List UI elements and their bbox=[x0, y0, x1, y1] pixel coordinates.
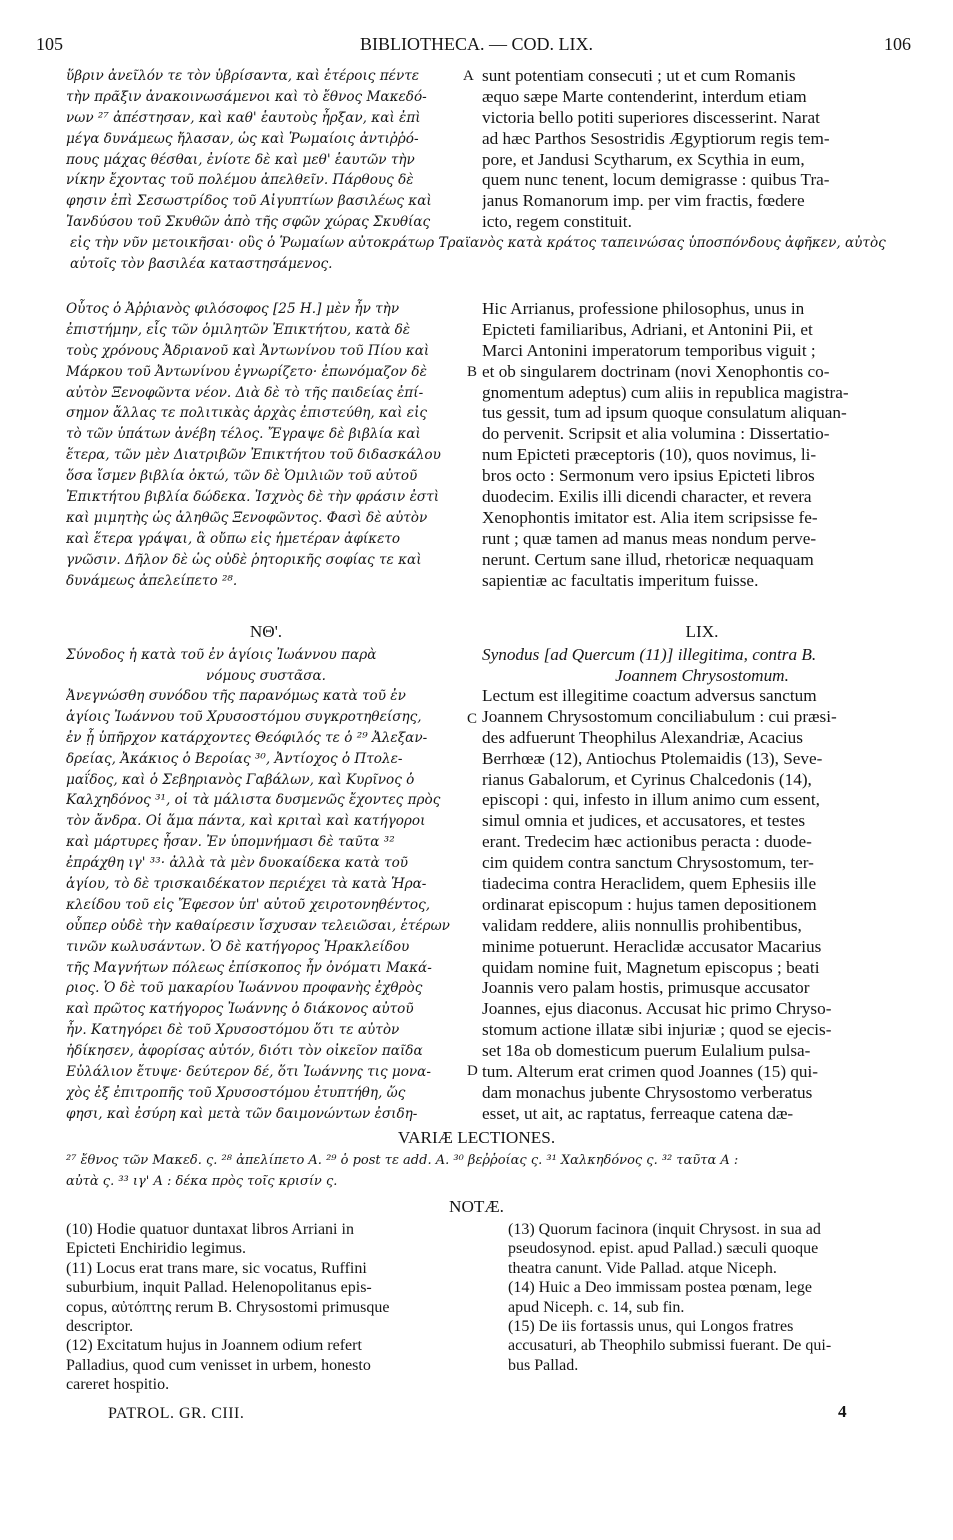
text-line: tum. Alterum erat crimen quod Joannes (15) qui- bbox=[482, 1062, 819, 1082]
text-line: τῆς Μαγνήτων πόλεως ἐπίσκοπος ἦν ὀνόματι Μακά- bbox=[66, 959, 432, 976]
text-line: runt ; quæ tamen ad manus meas nondum perve- bbox=[482, 528, 817, 548]
section-heading: VARIÆ LECTIONES. bbox=[397, 1128, 556, 1147]
text-line: duodecim. Exilis illi dicendi character, et revera bbox=[482, 487, 812, 507]
text-line: dam monachus jubente Chrysostomo verberatus bbox=[482, 1082, 813, 1102]
text-line: καὶ μιμητὴς ὡς ἀληθῶς Ξενοφῶντος. Φασὶ δὲ αὐτὸν bbox=[66, 509, 428, 526]
note-line: (13) Quorum facinora (inquit Chrysost. in sua ad bbox=[508, 1221, 821, 1238]
note-line: theatra canunt. Vide Pallad. atque Niceph. bbox=[508, 1259, 777, 1277]
note-line: copus, αὐτόπτης rerum B. Chrysostomi primusque bbox=[66, 1298, 390, 1316]
text-line: δυνάμεως ἀπελείπετο ²⁸. bbox=[66, 572, 238, 589]
margin-letter-d: D bbox=[467, 1063, 478, 1079]
title-line: Σύνοδος ἡ κατὰ τοῦ ἐν ἁγίοις Ἰωάννου παρὰ bbox=[66, 647, 377, 663]
note-line: Epicteti Enchiridio legimus. bbox=[66, 1240, 246, 1258]
text-line: minime potuerunt. Heraclidæ accusator Macarius bbox=[482, 936, 822, 956]
text-line: αὐτοῖς τὸν βασιλέα καταστησάμενος. bbox=[70, 255, 333, 272]
text-line: pore, et Jandusi Scytharum, ex Scythia in eum, bbox=[482, 149, 805, 169]
text-line: ἕτερα, τῶν μὲν Διατριβῶν Ἐπικτήτου τοῦ διδασκάλου bbox=[66, 447, 441, 464]
text-line: τὸ τῶν ὑπάτων ἀνέβη τέλος. Ἔγραψε δὲ βιβλία καὶ bbox=[66, 426, 421, 443]
text-line: καὶ πρῶτος κατήγορος Ἰωάννης ὁ διάκονος αὐτοῦ bbox=[66, 1001, 414, 1018]
text-line: τοὺς χρόνους Ἀδριανοῦ καὶ Ἀντωνίνου τοῦ Πίου καὶ bbox=[66, 342, 430, 359]
notae-right bbox=[508, 1220, 928, 1375]
notae-title bbox=[0, 1197, 953, 1218]
text-line: gnomentum adeptus) cum aliis in republica magistra- bbox=[482, 382, 849, 402]
full-width-greek bbox=[70, 233, 920, 275]
text-line: ἐπράχθη ιγ' ³³· ἀλλὰ τὰ μὲν δυοκαίδεκα κατὰ τοῦ bbox=[66, 855, 409, 872]
text-line: αὐτὸν Ξενοφῶντα νέον. Διὰ δὲ τὸ τῆς παιδείας ἐπί- bbox=[66, 384, 424, 401]
title-line: νόμους συστᾶσα. bbox=[206, 667, 326, 684]
notae-left bbox=[66, 1220, 476, 1395]
text-line: φησιν ἐπὶ Σεσωστρίδος τοῦ Αἰγυπτίων βασιλέως καὶ bbox=[66, 193, 432, 210]
text-line: validam reddere, aliis nonnullis prohibentibus, bbox=[482, 915, 802, 935]
text-line: Ἰανδύσου τοῦ Σκυθῶν ἀπὸ τῆς σφῶν χώρας Σκυθίας bbox=[66, 214, 431, 231]
text-line: εἰς τὴν νῦν μετοικῆσαι· οὓς ὁ Ῥωμαίων αὐτοκράτωρ Τραϊανὸς κατὰ κράτος ταπεινώσας ὑποσπόνδους ἀφῆκεν, αὐτὸς bbox=[70, 235, 886, 251]
text-line: sapientiæ ac facultatis imperitum fuisse. bbox=[482, 570, 759, 590]
running-header bbox=[0, 34, 953, 54]
text-line: ἁγίου, τὸ δὲ τρισκαιδέκατον περιέχει τὰ κατὰ Ἡρα- bbox=[66, 876, 427, 893]
text-line: Epicteti familiaribus, Adriani, et Antonini Pii, et bbox=[482, 319, 813, 339]
text-line: tiadecima contra Heraclidem, quem Ephesiis ille bbox=[482, 874, 817, 894]
latin-section-number bbox=[482, 622, 922, 643]
text-line: τινῶν κωλυσάντων. Ὁ δὲ κατήγορος Ἡρακλείδου bbox=[66, 938, 410, 955]
text-line: δρείας, Ἀκάκιος ὁ Βεροίας ³⁰, Ἀντίοχος ὁ Πτολε- bbox=[66, 750, 403, 767]
text-line: Joannem Chrysostomum conciliabulum : cui præsi- bbox=[482, 706, 837, 726]
section-number: ΝΘ'. bbox=[249, 622, 283, 641]
title-line: Synodus [ad Quercum (11)] illegitima, contra B. bbox=[482, 645, 817, 664]
text-line: χὸς ἐξ ἐπιτροπῆς τοῦ Χρυσοστόμου ἐτυπτήθη, ὥς bbox=[66, 1084, 406, 1101]
note-line: suburbium, inquit Pallad. Helenopolitanus epis- bbox=[66, 1279, 372, 1297]
left-page-number: 105 bbox=[36, 34, 63, 54]
note-line: pseudosynod. epist. apud Pallad.) sæculi quoque bbox=[508, 1240, 819, 1258]
text-line: ἁγίοις Ἰωάννου τοῦ Χρυσοστόμου συγκροτηθείσης, bbox=[66, 708, 422, 725]
text-line: Οὗτος ὁ Ἀῤῥιανὸς φιλόσοφος [25 H.] μὲν ἦν τὴν bbox=[66, 301, 400, 317]
text-line: quidam nomine fuit, Magnetum episcopus ; beati bbox=[482, 957, 820, 977]
variae-title bbox=[0, 1128, 953, 1149]
section-number: LIX. bbox=[685, 622, 719, 641]
signature-number: 4 bbox=[838, 1402, 847, 1421]
text-line: tus gessit, tum ad ipsum quoque consulatum aliquan- bbox=[482, 403, 847, 423]
section-heading: NOTÆ. bbox=[449, 1197, 504, 1216]
text-line: ordinarat episcopum : hujus tamen depositionem bbox=[482, 894, 817, 914]
text-line: Μάρκου τοῦ Ἀντωνίνου ἐγνωρίζετο· ἐπωνόμαζον δὲ bbox=[66, 363, 427, 380]
latin-column-mid bbox=[482, 299, 922, 591]
text-line: γνῶσιν. Δῆλον δὲ ὡς οὐδὲ ῥητορικῆς σοφίας τε καὶ bbox=[66, 551, 422, 568]
text-line: Joannes, ejus diaconus. Accusat hic primo Chryso- bbox=[482, 999, 832, 1019]
margin-letter-c: C bbox=[467, 711, 478, 727]
text-line: Xenophontis imitator est. Alia item scripsisse fe- bbox=[482, 507, 818, 527]
greek-column-low bbox=[66, 686, 466, 1125]
text-line: ριος. Ὁ δὲ τοῦ μακαρίου Ἰωάννου προφανὴς ἐχθρὸς bbox=[66, 980, 423, 997]
footer-right bbox=[838, 1402, 878, 1423]
text-line: αὐτὰ ς. ³³ ιγ' A : δέκα πρὸς τοῖς κρισίν ς. bbox=[66, 1173, 338, 1189]
text-line: κλείδου τοῦ εἰς Ἔφεσον ὑπ' αὐτοῦ χειροτονηθέντος, bbox=[66, 896, 431, 913]
text-line: καὶ μάρτυρες ἦσαν. Ἐν ὑπομνήμασι δὲ ταῦτα ³² bbox=[66, 834, 395, 851]
text-line: Berrhœæ (12), Antiochus Ptolemaidis (13), Seve- bbox=[482, 748, 823, 768]
text-line: sunt potentiam consecuti ; ut et cum Romanis bbox=[482, 66, 796, 85]
text-line: Joannis vero palam hostis, primusque accusator bbox=[482, 978, 810, 998]
text-line: Lectum est illegitime coactum adversus sanctum bbox=[482, 686, 817, 705]
text-line: et ob singularem doctrinam (novi Xenophontis co- bbox=[482, 361, 830, 381]
right-page-number: 106 bbox=[884, 34, 911, 54]
note-line: (11) Locus erat trans mare, sic vocatus, Ruffini bbox=[66, 1259, 367, 1277]
footer-left bbox=[108, 1404, 308, 1425]
text-line: des adfuerunt Theophilus Alexandriæ, Acacius bbox=[482, 727, 803, 747]
text-line: ἐπιστήμην, εἷς τῶν ὁμιλητῶν Ἐπικτήτου, κατὰ δὲ bbox=[66, 321, 411, 338]
text-line: καὶ ἕτερα γράψαι, ἃ οὔπω εἰς ἡμετέραν ἀφίκετο bbox=[66, 530, 401, 547]
text-line: esset, ut ait, ac raptatus, ferreaque catena dæ- bbox=[482, 1103, 794, 1123]
text-line: æquo sæpe Marte contenderint, interdum etiam bbox=[482, 86, 807, 106]
text-line: icto, regem constituit. bbox=[482, 212, 632, 232]
text-line: νίκην ἔχοντας τοῦ πολέμου ἀπελθεῖν. Πάρθους δὲ bbox=[66, 172, 414, 189]
text-line: bros octo : Sermonum vero ipsius Epicteti libros bbox=[482, 466, 815, 486]
text-line: ἐν ᾗ ὑπῆρχον κατάρχοντες Θεόφιλός τε ὁ ²⁹ Ἀλεξαν- bbox=[66, 729, 428, 746]
text-line: num Epicteti præceptoris (10), quos novimus, li- bbox=[482, 445, 817, 465]
text-line: ὅσα ἴσμεν βιβλία ὀκτώ, τῶν δὲ Ὁμιλιῶν τοῦ αὐτοῦ bbox=[66, 468, 418, 485]
text-line: τὴν πρᾶξιν ἀνακοινωσάμενοι καὶ τὸ ἔθνος Μακεδό- bbox=[66, 88, 427, 105]
note-line: apud Niceph. c. 14, sub fin. bbox=[508, 1298, 685, 1316]
text-line: victoria bello potiti superiores discesserint. Narat bbox=[482, 107, 820, 127]
latin-column-low bbox=[482, 686, 922, 1125]
greek-section-title bbox=[66, 645, 466, 687]
note-line: descriptor. bbox=[66, 1317, 134, 1335]
text-line: erant. Tredecim hæc actionibus peracta : duode- bbox=[482, 832, 812, 852]
text-line: Ἐπικτήτου βιβλία δώδεκα. Ἰσχνὸς δὲ τὴν φράσιν ἐστὶ bbox=[66, 489, 440, 506]
footer-signature: PATROL. GR. CIII. bbox=[108, 1405, 245, 1422]
text-line: simul omnia et judices, et accusatores, et testes bbox=[482, 811, 806, 831]
title-line: Joannem Chrysostomum. bbox=[615, 665, 789, 685]
text-line: ad hæc Parthos Sesostridis Ægyptiorum regis tem- bbox=[482, 128, 830, 148]
text-line: τὸν ἄνδρα. Οἱ ἅμα πάντα, καὶ κριταὶ καὶ κατήγοροι bbox=[66, 813, 426, 830]
text-line: μαΐδος, καὶ ὁ Σεβηριανὸς Γαβάλων, καὶ Κυρῖνος ὁ bbox=[66, 771, 415, 788]
note-line: (12) Excitatum hujus in Joannem odium refert bbox=[66, 1337, 362, 1355]
text-line: episcopi : qui, infesto in illum animo cum essent, bbox=[482, 790, 820, 810]
note-line: bus Pallad. bbox=[508, 1356, 579, 1374]
text-line: Hic Arrianus, professione philosophus, unus in bbox=[482, 299, 805, 318]
latin-section-title bbox=[482, 645, 922, 687]
text-line: quem nunc tenent, locum demigrasse : quibus Tra- bbox=[482, 170, 830, 190]
note-line: (10) Hodie quatuor duntaxat libros Arriani in bbox=[66, 1221, 354, 1238]
text-line: Καλχηδόνος ³¹, οἱ τὰ μάλιστα δυσμενῶς ἔχοντες πρὸς bbox=[66, 792, 441, 809]
text-line: νων ²⁷ ἀπέστησαν, καὶ καθ' ἑαυτοὺς ἦρξαν, καὶ ἐπὶ bbox=[66, 109, 421, 126]
margin-letter-a: A bbox=[463, 68, 474, 84]
note-line: (14) Huic a Deo immissam postea pœnam, lege bbox=[508, 1279, 812, 1297]
note-line: careret hospitio. bbox=[66, 1376, 170, 1394]
note-line: (15) De iis fortassis unus, qui Longos fratres bbox=[508, 1317, 794, 1335]
text-line: Ἀνεγνώσθη συνόδου τῆς παρανόμως κατὰ τοῦ ἐν bbox=[66, 688, 406, 704]
text-line: Εὐλάλιον ἔτυψε· δεύτερον δέ, ὅτι Ἰωάννης τις μονα- bbox=[66, 1064, 431, 1081]
greek-column-mid bbox=[66, 299, 466, 591]
text-line: rianus Gabalorum, et Cyrinus Chalcedonis (14), bbox=[482, 769, 812, 789]
latin-column-top bbox=[482, 66, 922, 233]
text-line: set 18a ob domesticum puerum Eulalium pulsa- bbox=[482, 1041, 811, 1061]
text-line: ²⁷ ἔθνος τῶν Μακεδ. ς. ²⁸ ἀπελίπετο A. ²⁹ ὁ post τε add. A. ³⁰ βεῤῥοίας ς. ³¹ Χαλκηδόνος ς. ³² ταῦτα A : bbox=[66, 1153, 739, 1168]
text-line: ἠδίκησεν, ἀφορίσας αὐτόν, διότι τὸν οἰκεῖον παῖδα bbox=[66, 1043, 423, 1060]
text-line: ὕβριν ἀνεῖλόν τε τὸν ὑβρίσαντα, καὶ ἑτέροις πέντε bbox=[66, 68, 420, 84]
text-line: ἦν. Κατηγόρει δὲ τοῦ Χρυσοστόμου ὅτι τε αὐτὸν bbox=[66, 1022, 400, 1039]
text-line: σημον ἄλλας τε πολιτικὰς ἀρχὰς ἐπιστεύθη, καὶ εἰς bbox=[66, 405, 428, 422]
text-line: οὗπερ οὐδὲ τὴν καθαίρεσιν ἴσχυσαν τελειῶσαι, ἑτέρων bbox=[66, 917, 450, 934]
header-title: BIBLIOTHECA. — COD. LIX. bbox=[360, 34, 593, 54]
text-line: janus Romanorum imp. per vim fractis, fœdere bbox=[482, 191, 805, 211]
margin-letter-b: B bbox=[467, 364, 478, 380]
text-line: do pervenit. Scripsit et alia volumina : Dissertatio- bbox=[482, 424, 830, 444]
text-line: Marci Antonini imperatorum temporibus viguit ; bbox=[482, 340, 816, 360]
variae-lines bbox=[66, 1151, 926, 1193]
text-line: πους μάχας θέσθαι, ἐνίοτε δὲ καὶ μεθ' ἑαυτῶν τὴν bbox=[66, 151, 415, 168]
text-line: nerunt. Certum sane illud, rhetoricæ nequaquam bbox=[482, 549, 814, 569]
text-line: cim quidem contra sanctum Chrysostomum, ter- bbox=[482, 853, 814, 873]
note-line: accusaturi, ab Theophilo submissi fuerant. De qui- bbox=[508, 1337, 832, 1355]
note-line: Palladius, quod cum venisset in urbem, honesto bbox=[66, 1356, 371, 1374]
text-line: stomum actione illatæ sibi injuriæ ; quod se ejecis- bbox=[482, 1020, 832, 1040]
greek-column-top bbox=[66, 66, 466, 233]
text-line: μέγα δυνάμεως ἤλασαν, ὡς καὶ Ῥωμαίοις ἀντιῤῥό- bbox=[66, 130, 419, 147]
greek-section-number bbox=[66, 622, 466, 643]
text-line: φησι, καὶ ἐσύρη καὶ μετὰ τῶν δαιμονώντων ἐσιδη- bbox=[66, 1105, 418, 1122]
